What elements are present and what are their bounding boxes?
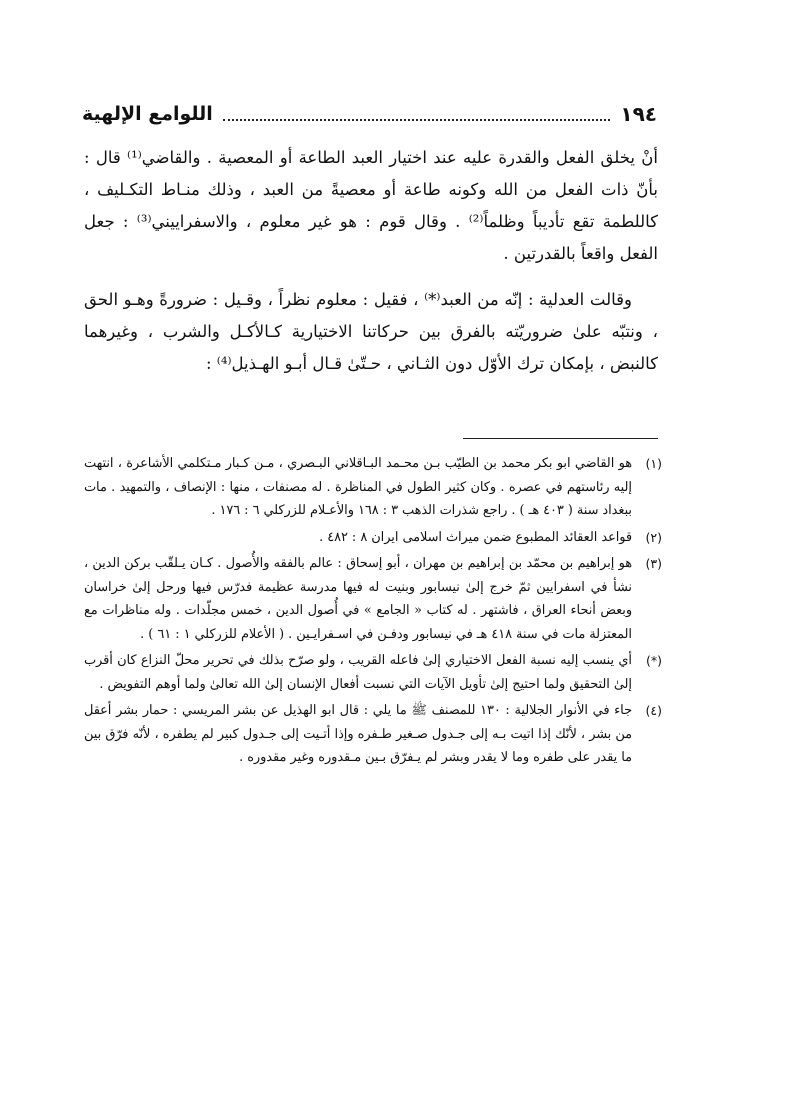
main-paragraph: أنْ يخلق الفعل والقدرة عليه عند اختيار العبد الطاعة أو المعصية . والقاضي⁽¹⁾ قال : بأنّ ذات الفعل من الله وكونه طاعة أو معصيةً من العبد ، وذلك منـاط التكـليف ، كاللطمة تقع تأديباً وظلماً⁽²⁾ . وقال قوم : هو غير معلوم ، والاسفراييني⁽³⁾ : جعل الفعل واقعاً بالقدرتين . xyxy=(84,148,658,263)
header-leader-dots xyxy=(223,119,611,121)
main-paragraph: وقالت العدلية : إنّه من العبد⁽*⁾ ، فقيل : معلوم نظراً ، وقـيل : ضرورةً وهـو الحق ، ونتبّه علىٰ ضروريّته بالفرق بين حركاتنا الاختيارية كـالأكـل والشرب ، وغيرهما كالنبض ، بإمكان ترك الأوّل دون الثـاني ، حـتّىٰ قـال أبـو الهـذيل⁽⁴⁾ : xyxy=(84,290,658,373)
footnote-mark: (٢) xyxy=(645,529,662,545)
footnote-text: هو إبراهيم بن محمّد بن إبراهيم بن مهران ، أبو إسحاق : عالم بالفقه والأُصول . كـان يـلقّب بركن الدين ، نشأ في اسفرايين ثمّ خرج إلىٰ نيسابور وبنيت له فيها مدرسة عظيمة فدرّس فيها ورحل إلىٰ خراسان وبعض أنحاء العراق ، فاشتهر . له كتاب « الجامع » في أُصول الدين ، خمس مجلّدات . وله مناظرات مع المعتزلة مات في سنة ٤١٨ هـ في نيسابور ودفـن في اسـفرايـين . ( الأعلام للزركلي ١ : ٦١ ) . xyxy=(84,556,632,642)
footnote-text: قواعد العقائد المطبوع ضمن ميراث اسلامى ايران ٨ : ٤٨٢ . xyxy=(319,529,632,545)
footnote xyxy=(84,452,662,523)
footnote-mark: (٣) xyxy=(645,556,662,571)
footnote-mark: (١) xyxy=(645,456,662,471)
footnote-mark: (*) xyxy=(645,653,662,668)
footnote xyxy=(84,699,662,770)
running-title: اللوامع الإلهية xyxy=(82,103,213,125)
footnote xyxy=(84,649,662,696)
footnote-text: جاء في الأنوار الجلالية : ١٣٠ للمصنف ﷺ ما يلي : قال ابو الهذيل عن بشر المريسي : حمار بشر أعقل من بشر ، لأنّك إذا اتيت بـه إلى جـدول صـغير طـفره وإذا أتـيت إلى جـدول كبير لم يطفره ، لأنّه فرّق بين ما يقدر على طفره وما لا يقدر وبشر لم يـفرّق بـين مـقدوره وغير مقدوره . xyxy=(84,703,632,765)
page-header xyxy=(82,96,657,132)
footnote xyxy=(84,552,662,646)
footnotes xyxy=(84,452,662,773)
footnote-mark: (٤) xyxy=(645,703,662,718)
page-number: ١٩٤ xyxy=(620,102,657,126)
footnote-text: هو القاضي ابو بكر محمد بن الطيّب بـن محـمد البـاقلاني البـصري ، مـن كـبار مـتكلمي الأشاعرة ، انتهت إليه رئاستهم في عصره . وكان كثير الطول في المناظرة . له مصنفات ، منها : الإنصاف ، والتمهيد . مات ببغداد سنة ( ٤٠٣ هـ ) . راجع شذرات الذهب ٣ : ١٦٨ والأعـلام للزركلي ٦ : ١٧٦ . xyxy=(84,456,632,518)
footnote-text: أي ينسب إليه نسبة الفعل الاختياري إلىٰ فاعله القريب ، ولو صرّح بذلك في تحرير محلّ النزاع كان أقرب إلىٰ التحقيق ولما احتيج إلىٰ تأويل الآيات التي نسبت أفعال الإنسان إلىٰ الله تعالىٰ ولما أوهم التفويض . xyxy=(84,653,632,692)
footnote-separator xyxy=(463,438,658,439)
footnote xyxy=(84,526,662,550)
main-text xyxy=(84,142,658,394)
